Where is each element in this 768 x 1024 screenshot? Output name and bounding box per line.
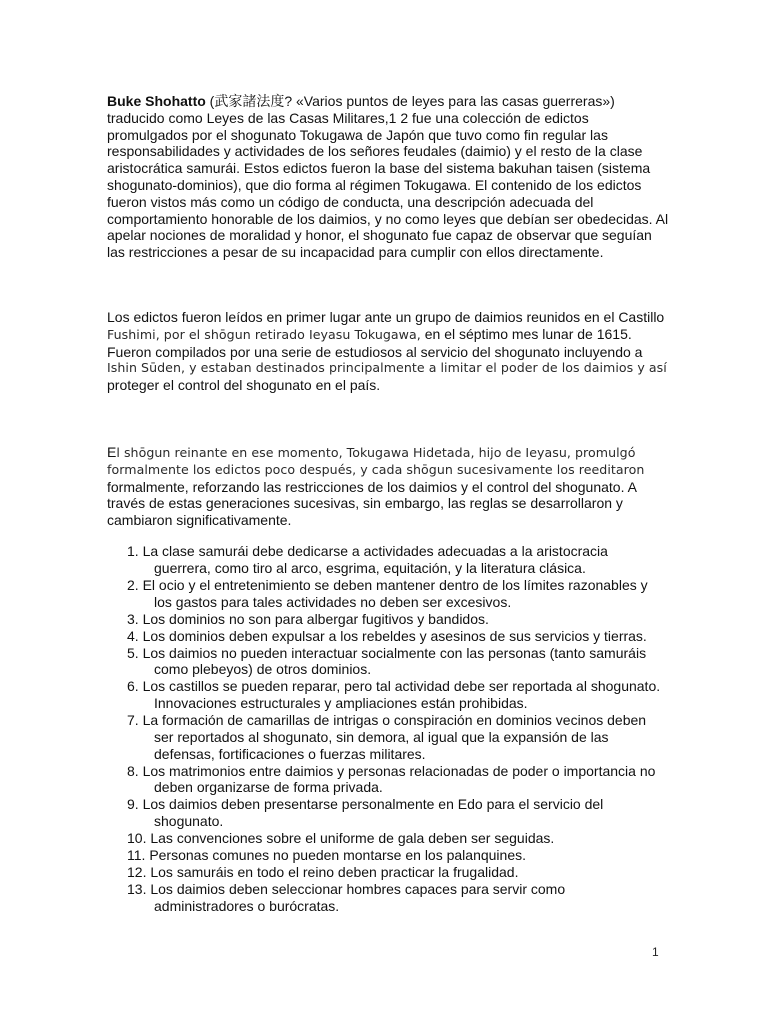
edict-item [127, 796, 667, 830]
edict-item [127, 881, 667, 915]
edict-text: 8. Los matrimonios entre daimios y personas relacionadas de poder o importancia no [127, 762, 656, 779]
edict-item [127, 712, 667, 762]
paragraph-line [107, 444, 667, 462]
paragraph-line: comportamiento honorable de los daimios, y no como leyes que debían ser obedecidas. Al [107, 210, 669, 227]
edict-text-continued: los gastos para tales actividades no deben ser excesivos. [154, 593, 512, 610]
edict-text: 1. La clase samurái debe dedicarse a actividades adecuadas a la aristocracia [127, 543, 608, 559]
paragraph-line: responsabilidades y actividades de los señores feudales (daimio) y el resto de la clase [107, 143, 643, 160]
edict-text: 9. Los daimios deben presentarse personalmente en Edo para el servicio del [127, 796, 604, 813]
edict-text: 6. Los castillos se pueden reparar, pero tal actividad debe ser reportada al shogunato. [127, 678, 661, 695]
edict-text: 12. Los samuráis en todo el reino deben practicar la frugalidad. [127, 864, 519, 881]
edict-item [127, 645, 667, 679]
paragraph-line: traducido como Leyes de las Casas Militares,1 2 fue una colección de edictos [107, 109, 589, 126]
edict-item [127, 628, 667, 645]
edict-item [127, 678, 667, 712]
paragraph-line: formalmente los edictos poco después, y cada shōgun sucesivamente los reeditaron [107, 461, 645, 477]
paragraph-line: apelar nociones de moralidad y honor, el shogunato fue capaz de observar que seguían [107, 227, 652, 244]
paragraph-text: en el séptimo mes lunar de 1615. [420, 325, 632, 342]
page-number: 1 [652, 945, 659, 959]
edict-text-continued: administradores o burócratas. [154, 897, 340, 914]
edict-item [127, 847, 667, 864]
paragraph-line: aristocrática samurái. Estos edictos fueron la base del sistema bakuhan taisen (sistema [107, 160, 651, 177]
paragraph-text-thin: l shōgun reinante en ese momento, Tokugawa Hidetada, hijo de Ieyasu, promulgó [116, 445, 636, 460]
title-gloss: (武家諸法度? «Varios puntos de leyes para las casas guerreras») [205, 93, 615, 109]
edicts-list [127, 543, 667, 915]
paragraph-text-thin: Fushimi, por el shōgun retirado Ieyasu Tokugawa, [107, 326, 421, 342]
paragraph-text: E [107, 444, 117, 460]
edict-item [127, 763, 667, 797]
edict-text-continued: ser reportados al shogunato, sin demora, al igual que la expansión de las [154, 728, 609, 745]
paragraph-line [107, 326, 667, 344]
paragraph-line [107, 93, 667, 110]
edict-text-continued: guerrera, como tiro al arco, esgrima, equitación, y la literatura clásica. [154, 559, 586, 576]
paragraph-line: fueron vistos más como un código de conducta, una descripción adecuada del [107, 193, 594, 210]
edict-item [127, 577, 667, 611]
document-title: Buke Shohatto [107, 93, 206, 109]
paragraph-line: las restricciones a pesar de su incapacidad para cumplir con ellos directamente. [107, 244, 604, 261]
edict-text: 10. Las convenciones sobre el uniforme de gala deben ser seguidas. [127, 830, 555, 847]
edict-item [127, 543, 667, 577]
paragraph-line: proteger el control del shogunato en el país. [107, 377, 381, 394]
edict-item [127, 864, 667, 881]
paragraph-line: Los edictos fueron leídos en primer lugar ante un grupo de daimios reunidos en el Castillo [107, 309, 665, 325]
edict-item [127, 611, 667, 628]
edict-text-continued: como plebeyos) de otros dominios. [154, 661, 372, 678]
edict-text-continued: Innovaciones estructurales y ampliaciones están prohibidas. [154, 695, 528, 712]
edict-text-continued: deben organizarse de forma privada. [154, 779, 383, 796]
intro-paragraph [107, 93, 667, 261]
edict-text: 4. Los dominios deben expulsar a los rebeldes y asesinos de sus servicios y tierras. [127, 627, 647, 644]
paragraph-line: shogunato-dominios), que dio forma al régimen Tokugawa. El contenido de los edictos [107, 176, 642, 193]
edict-text: 13. Los daimios deben seleccionar hombres capaces para servir como [127, 881, 566, 898]
paragraph-line: través de estas generaciones sucesivas, sin embargo, las reglas se desarrollaron y [107, 495, 623, 512]
edict-text: 2. El ocio y el entretenimiento se deben mantener dentro de los límites razonables y [127, 576, 648, 593]
edict-text: 5. Los daimios no pueden interactuar socialmente con las personas (tanto samuráis [127, 644, 647, 661]
paragraph-line: formalmente, reforzando las restricciones de los daimios y el control del shogunato. A [107, 478, 637, 495]
edict-item [127, 830, 667, 847]
edict-text-continued: shogunato. [154, 813, 224, 830]
edict-text: 7. La formación de camarillas de intrigas o conspiración en dominios vecinos deben [127, 712, 647, 729]
edict-text: 3. Los dominios no son para albergar fugitivos y bandidos. [127, 610, 489, 627]
edict-text: 11. Personas comunes no pueden montarse en los palanquines. [127, 847, 527, 864]
paragraph-line: Ishin Sūden, y estaban destinados principalmente a limitar el poder de los daimios y así [107, 360, 667, 376]
history-paragraph [107, 309, 667, 394]
succession-paragraph [107, 444, 667, 529]
edict-text-continued: defensas, fortificaciones o fuerzas militares. [154, 745, 426, 762]
paragraph-line: cambiaron significativamente. [107, 512, 292, 529]
paragraph-line: Fueron compilados por una serie de estudiosos al servicio del shogunato incluyendo a [107, 343, 643, 360]
paragraph-line: promulgados por el shogunato Tokugawa de Japón que tuvo como fin regular las [107, 126, 608, 143]
